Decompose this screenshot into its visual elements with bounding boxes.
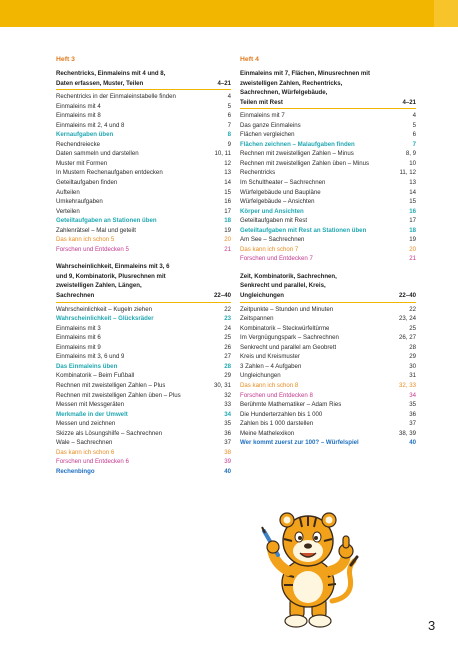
toc-entry-title: Verteilen (56, 207, 80, 215)
toc-entry[interactable] (240, 245, 416, 255)
toc-entry-title: Kombinatorik – Beim Fußball (56, 372, 135, 380)
toc-column-heft-3 (56, 55, 231, 476)
toc-entry-title: Merkmaße in der Umwelt (56, 410, 128, 418)
toc-entry-title: Zeitspannen (240, 315, 274, 323)
page-number: 3 (428, 618, 436, 633)
toc-entry-title: Forschen und Entdecken 5 (56, 245, 129, 253)
toc-entry-title: Das kann ich schon 7 (240, 245, 299, 253)
section-title-last-line (56, 291, 231, 301)
toc-entry[interactable] (56, 381, 231, 391)
toc-entry-title: Muster mit Formen (56, 159, 108, 167)
tiger-mascot-icon (254, 505, 366, 631)
toc-entry-page: 36 (409, 410, 416, 418)
toc-entry-title: Messen und zeichnen (56, 420, 116, 428)
toc-entry-title: Rechentricks in der Einmaleinstabelle finden (56, 93, 176, 101)
toc-entry-title: Kreis und Kreismuster (240, 353, 300, 361)
toc-entry-page: 15 (409, 198, 416, 206)
toc-entry[interactable] (56, 188, 231, 198)
toc-entry-page: 16 (409, 207, 416, 215)
toc-entry-title: Einmaleins mit 3 (56, 324, 101, 332)
toc-entry-title: Zahlen bis 1 000 darstellen (240, 420, 314, 428)
toc-entry-title: Im Vergnügungspark – Sachrechnen (240, 334, 339, 342)
toc-entry[interactable] (240, 429, 416, 439)
toc-entry-title: Würfelgebäude und Baupläne (240, 188, 321, 196)
toc-entry-title: Geteiltaufgaben an Stationen üben (56, 217, 157, 225)
toc-entry-page: 5 (412, 121, 416, 129)
section-title-line: Einmaleins mit 7, Flächen, Minusrechnen mit (240, 70, 371, 77)
toc-entry-title: Das Einmaleins üben (56, 362, 118, 370)
toc-entry[interactable] (56, 226, 231, 236)
toc-entry-page: 14 (224, 179, 231, 187)
section-title (56, 69, 231, 88)
toc-entry-title: Kernaufgaben üben (56, 131, 114, 139)
toc-entry[interactable] (56, 371, 231, 381)
toc-entry[interactable] (240, 178, 416, 188)
toc-entry-title: Würfelgebäude – Ansichten (240, 198, 315, 206)
toc-entry[interactable] (56, 245, 231, 255)
toc-entry-title: Umkehraufgaben (56, 198, 103, 206)
toc-entry-page: 37 (409, 420, 416, 428)
section-divider (56, 302, 231, 303)
toc-entries (240, 111, 416, 264)
toc-entry[interactable] (240, 111, 416, 121)
toc-entry-page: 10 (409, 159, 416, 167)
section-divider (240, 302, 416, 303)
section-divider (56, 89, 231, 90)
toc-entries (56, 92, 231, 254)
toc-entry-title: 3 Zahlen – 4 Aufgaben (240, 362, 302, 370)
toc-entry-title: Das kann ich schon 6 (56, 448, 115, 456)
toc-entry[interactable] (240, 314, 416, 324)
toc-entry-title: Geteiltaufgaben mit Rest an Stationen üben (240, 226, 367, 234)
toc-entry[interactable] (56, 305, 231, 315)
toc-entry[interactable] (240, 381, 416, 391)
toc-entry[interactable] (240, 216, 416, 226)
toc-entry[interactable] (56, 159, 231, 169)
toc-entry-page: 39 (224, 458, 231, 466)
toc-entry-title: Die Hunderterzahlen bis 1 000 (240, 410, 323, 418)
section-title-text: Ungleichungen (240, 292, 285, 300)
toc-entry-title: Einmaleins mit 3, 6 und 9 (56, 353, 125, 361)
toc-entry[interactable] (56, 438, 231, 448)
toc-entry[interactable] (240, 400, 416, 410)
toc-entry[interactable] (240, 254, 416, 264)
toc-entry-page: 28 (224, 362, 231, 370)
toc-entry-title: Wer kommt zuerst zur 100? – Würfelspiel (240, 439, 359, 447)
toc-entry[interactable] (56, 197, 231, 207)
toc-entry-title: Das kann ich schon 8 (240, 381, 299, 389)
toc-entry-page: 19 (224, 226, 231, 234)
section-title-line: zweistelligen Zahlen, Rechentricks, (240, 79, 343, 87)
toc-entry-page: 20 (224, 236, 231, 244)
toc-entry[interactable] (240, 419, 416, 429)
top-color-bar (0, 0, 458, 27)
section-title-line: Senkrecht und parallel, Kreis, (240, 282, 326, 290)
toc-entry-title: Einmaleins mit 9 (56, 343, 101, 351)
toc-entry[interactable] (56, 457, 231, 467)
toc-entry-page: 38 (224, 448, 231, 456)
toc-entry-page: 24 (224, 324, 231, 332)
toc-entry-title: Messen mit Messgeräten (56, 401, 125, 409)
toc-entry-page: 32 (224, 391, 231, 399)
toc-entry-title: Flächen vergleichen (240, 131, 295, 139)
toc-entry-page: 26, 27 (399, 334, 416, 342)
toc-entry-page: 35 (409, 401, 416, 409)
toc-entry[interactable] (56, 362, 231, 372)
toc-entry-page: 23, 24 (399, 315, 416, 323)
toc-entry[interactable] (240, 410, 416, 420)
toc-entry[interactable] (56, 429, 231, 439)
toc-entry[interactable] (240, 362, 416, 372)
toc-entry-page: 21 (409, 255, 416, 263)
heft-heading: Heft 4 (240, 56, 259, 63)
toc-entry-page: 14 (409, 188, 416, 196)
section-title-line: Sachrechnen, Würfelgebäude, (240, 89, 328, 97)
toc-entry-page: 13 (409, 179, 416, 187)
toc-entry-page: 29 (224, 372, 231, 380)
toc-entry-title: Zeitpunkte – Stunden und Minuten (240, 305, 334, 313)
toc-entry-page: 33 (224, 401, 231, 409)
toc-entry[interactable] (240, 343, 416, 353)
toc-entry-page: 4 (227, 93, 231, 101)
section-title-text: Teilen mit Rest (240, 98, 283, 106)
toc-entry[interactable] (240, 352, 416, 362)
toc-entry[interactable] (56, 130, 231, 140)
toc-entry-title: Forschen und Entdecken 7 (240, 255, 313, 263)
toc-entry-title: Das kann ich schon 5 (56, 236, 115, 244)
toc-entry-title: Meine Mathelexikon (240, 429, 295, 437)
toc-entry[interactable] (56, 391, 231, 401)
toc-entry-page: 16 (224, 198, 231, 206)
section-title (240, 69, 416, 107)
toc-entry-title: Einmaleins mit 7 (240, 112, 285, 120)
section-title-last-line (240, 291, 416, 301)
toc-entry-title: Am See – Sachrechnen (240, 236, 305, 244)
toc-entry[interactable] (56, 178, 231, 188)
toc-entry[interactable] (240, 188, 416, 198)
toc-entry[interactable] (56, 400, 231, 410)
toc-entry-title: Ungleichungen (240, 372, 281, 380)
toc-entry-page: 7 (227, 121, 231, 129)
heft-heading: Heft 3 (56, 56, 75, 63)
toc-entry-page: 22 (224, 305, 231, 313)
toc-entry-page: 13 (224, 169, 231, 177)
toc-entry-page: 38, 39 (399, 429, 416, 437)
toc-entry[interactable] (240, 197, 416, 207)
toc-entry-page: 6 (412, 131, 416, 139)
toc-entry-title: Forschen und Entdecken 6 (56, 458, 129, 466)
toc-entry[interactable] (56, 419, 231, 429)
toc-entry[interactable] (240, 371, 416, 381)
toc-entry[interactable] (56, 352, 231, 362)
toc-entry[interactable] (240, 226, 416, 236)
toc-entry[interactable] (56, 448, 231, 458)
toc-entry-page: 40 (224, 467, 231, 475)
toc-entry-title: Senkrecht und parallel am Geobrett (240, 343, 337, 351)
toc-entry-page: 26 (224, 343, 231, 351)
toc-entry-title: Rechendreiecke (56, 140, 101, 148)
toc-entries (240, 305, 416, 448)
toc-entry-page: 15 (224, 188, 231, 196)
section-title-text: Sachrechnen (56, 292, 95, 300)
toc-entry-title: Rechenbingo (56, 467, 95, 475)
toc-entry-title: Wahrscheinlichkeit – Kugeln ziehen (56, 305, 152, 313)
toc-entry-title: Einmaleins mit 6 (56, 334, 101, 342)
toc-entry-page: 28 (409, 343, 416, 351)
toc-entry-page: 5 (227, 102, 231, 110)
toc-entry-page: 37 (224, 439, 231, 447)
toc-entry-title: Zahlenrätsel – Mal und geteilt (56, 226, 136, 234)
toc-entry-page: 9 (227, 140, 231, 148)
section-title-line: und 9, Kombinatorik, Plusrechnen mit (56, 272, 166, 280)
toc-entry[interactable] (240, 140, 416, 150)
toc-entry[interactable] (56, 207, 231, 217)
toc-entry[interactable] (240, 324, 416, 334)
toc-entry[interactable] (56, 216, 231, 226)
toc-entry[interactable] (56, 102, 231, 112)
toc-entry-title: Einmaleins mit 8 (56, 112, 101, 120)
toc-entry-title: Aufteilen (56, 188, 80, 196)
toc-entry-page: 29 (409, 353, 416, 361)
toc-entry-title: Rechnen mit zweistelligen Zahlen üben – Plus (56, 391, 181, 399)
toc-entry-title: Berühmte Mathematiker – Adam Ries (240, 401, 342, 409)
toc-column-heft-4 (240, 55, 416, 448)
toc-entry-page: 35 (224, 420, 231, 428)
section-title-line: Wahrscheinlichkeit, Einmaleins mit 3, 6 (56, 263, 170, 271)
toc-entry[interactable] (240, 235, 416, 245)
toc-entry[interactable] (240, 168, 416, 178)
toc-entry-page: 11, 12 (399, 169, 416, 177)
toc-entry-page: 30, 31 (214, 381, 231, 389)
section-title-line: Zeit, Kombinatorik, Sachrechnen, (240, 272, 337, 280)
toc-entry[interactable] (240, 305, 416, 315)
toc-entry-page: 20 (409, 245, 416, 253)
toc-entry[interactable] (240, 207, 416, 217)
toc-entry-page: 32, 33 (399, 381, 416, 389)
toc-entry-title: Skizze als Lösungshilfe – Sachrechnen (56, 429, 163, 437)
section-title (240, 272, 416, 301)
section-title-last-line (56, 79, 231, 89)
toc-entry[interactable] (56, 140, 231, 150)
toc-entry[interactable] (56, 343, 231, 353)
toc-entry[interactable] (56, 314, 231, 324)
toc-entry-title: In Mustern Rechenaufgaben entdecken (56, 169, 163, 177)
toc-entry[interactable] (240, 391, 416, 401)
toc-entry-page: 30 (409, 362, 416, 370)
section-page-range: 4–21 (217, 79, 231, 87)
toc-entry-page: 17 (409, 217, 416, 225)
toc-entry-page: 27 (224, 353, 231, 361)
toc-entry-page: 25 (409, 324, 416, 332)
toc-entry[interactable] (56, 324, 231, 334)
toc-entry-page: 21 (224, 245, 231, 253)
toc-entry-page: 7 (412, 140, 416, 148)
toc-entry[interactable] (56, 467, 231, 477)
toc-entry-page: 19 (409, 236, 416, 244)
section-title-text: Daten erfassen, Muster, Teilen (56, 79, 144, 87)
toc-entry-page: 25 (224, 334, 231, 342)
toc-entry[interactable] (240, 159, 416, 169)
toc-entry-title: Einmaleins mit 2, 4 und 8 (56, 121, 125, 129)
toc-entry-page: 10, 11 (214, 150, 231, 158)
section-title-line: Rechentricks, Einmaleins mit 4 und 8, (56, 70, 166, 77)
section-page-range: 22–40 (399, 292, 416, 300)
toc-entry[interactable] (56, 121, 231, 131)
toc-entry-page: 4 (412, 112, 416, 120)
toc-entry-page: 8, 9 (405, 150, 416, 158)
toc-entry-title: Geteiltaufgaben mit Rest (240, 217, 308, 225)
toc-entry[interactable] (56, 333, 231, 343)
toc-entry-page: 22 (409, 305, 416, 313)
toc-entry[interactable] (56, 410, 231, 420)
section-title-line: zweistelligen Zahlen, Längen, (56, 282, 142, 290)
toc-entry[interactable] (240, 121, 416, 131)
toc-entry-page: 34 (224, 410, 231, 418)
toc-entry[interactable] (56, 235, 231, 245)
toc-entry-title: Wahrscheinlichkeit – Glücksräder (56, 315, 154, 323)
section-divider (240, 108, 416, 109)
toc-entry[interactable] (56, 149, 231, 159)
toc-entry-page: 18 (409, 226, 416, 234)
section-page-range: 4–21 (402, 98, 416, 106)
toc-entry-title: Rechnen mit zweistelligen Zahlen üben – Minus (240, 159, 370, 167)
toc-entry-title: Rechnen mit zweistelligen Zahlen – Plus (56, 381, 166, 389)
toc-entry-page: 23 (224, 315, 231, 323)
toc-entry-title: Rechnen mit zweistelligen Zahlen – Minus (240, 150, 354, 158)
toc-entries (56, 305, 231, 477)
toc-entry-title: Das ganze Einmaleins (240, 121, 301, 129)
toc-entry-page: 12 (224, 159, 231, 167)
toc-entry[interactable] (240, 149, 416, 159)
toc-entry-title: Körper und Ansichten (240, 207, 304, 215)
section-title (56, 262, 231, 300)
toc-entry-page: 18 (224, 217, 231, 225)
section-title-last-line (240, 98, 416, 108)
toc-entry-page: 31 (409, 372, 416, 380)
toc-entry[interactable] (56, 111, 231, 121)
toc-entry-title: Flächen zeichnen – Malaufgaben finden (240, 140, 355, 148)
section-page-range: 22–40 (214, 292, 231, 300)
toc-entry-title: Daten sammeln und darstellen (56, 150, 139, 158)
toc-entry[interactable] (240, 438, 416, 448)
toc-entry-page: 40 (409, 439, 416, 447)
toc-entry[interactable] (240, 130, 416, 140)
toc-entry-page: 6 (227, 112, 231, 120)
toc-entry-title: Rechentricks (240, 169, 276, 177)
toc-entry-title: Im Schultheater – Sachrechnen (240, 179, 326, 187)
toc-entry-page: 34 (409, 391, 416, 399)
toc-entry-title: Einmaleins mit 4 (56, 102, 101, 110)
toc-entry[interactable] (240, 333, 416, 343)
toc-entry-page: 36 (224, 429, 231, 437)
toc-entry-title: Wale – Sachrechnen (56, 439, 113, 447)
toc-entry-page: 17 (224, 207, 231, 215)
toc-entry-title: Geteiltaufgaben finden (56, 179, 118, 187)
toc-entry-title: Forschen und Entdecken 8 (240, 391, 313, 399)
top-bar-corner (434, 0, 458, 27)
toc-entry-title: Kombinatorik – Steckwürfeltürme (240, 324, 330, 332)
toc-entry-page: 8 (227, 131, 231, 139)
toc-entry[interactable] (56, 92, 231, 102)
toc-entry[interactable] (56, 168, 231, 178)
